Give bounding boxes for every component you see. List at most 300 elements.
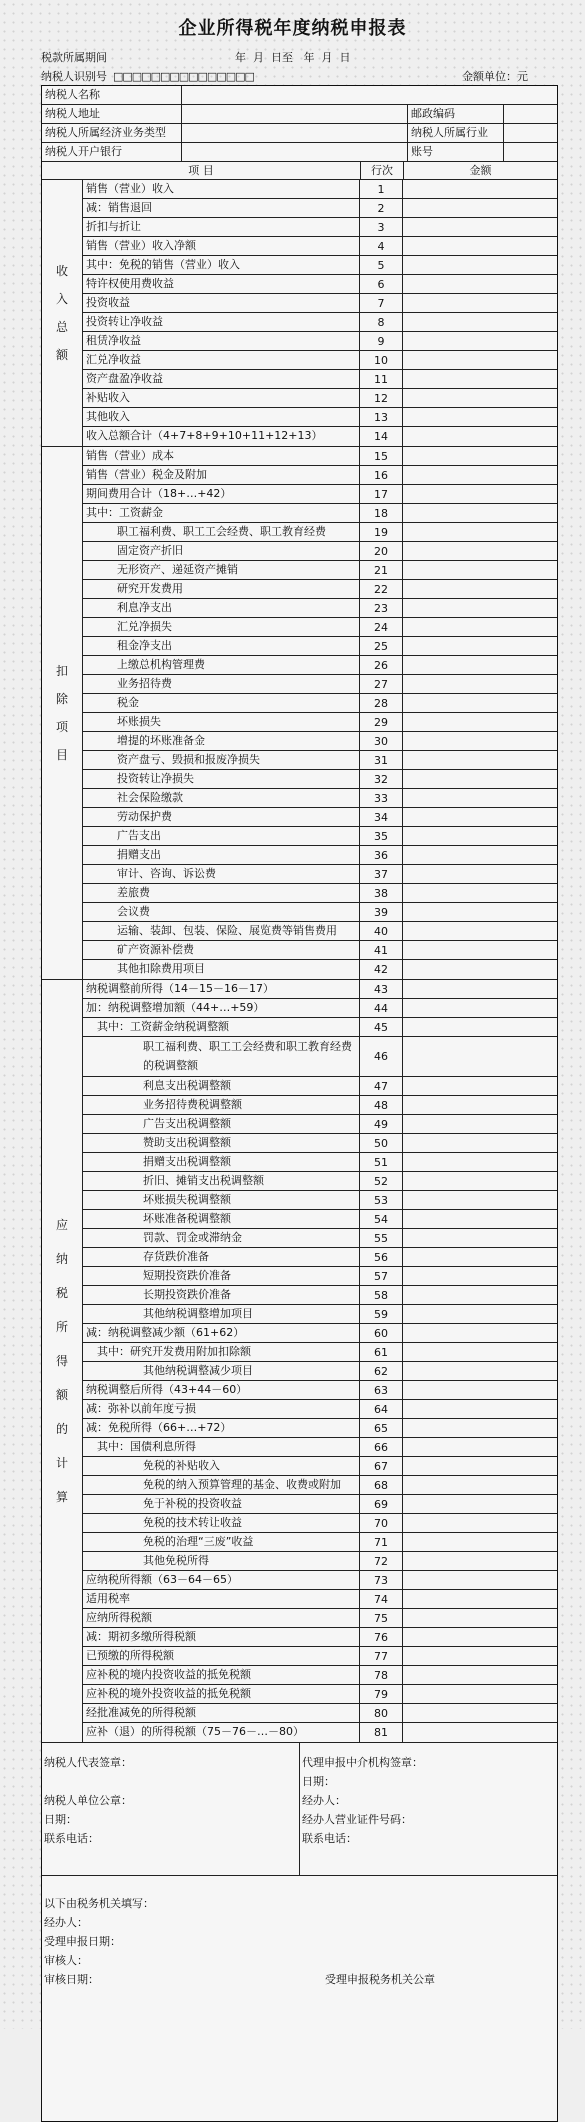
line-number: 54	[360, 1210, 403, 1228]
amount-field[interactable]	[403, 389, 557, 407]
line-number: 37	[360, 865, 403, 883]
section-label-char: 额	[55, 348, 68, 362]
amount-field[interactable]	[403, 1362, 557, 1380]
line-item-row	[83, 275, 557, 294]
line-number: 71	[360, 1533, 403, 1551]
line-number: 18	[360, 504, 403, 522]
amount-field[interactable]	[403, 1134, 557, 1152]
line-number: 31	[360, 751, 403, 769]
amount-field[interactable]	[403, 675, 557, 693]
signature-line: 联系电话：	[302, 1832, 357, 1845]
section-label-char: 项	[55, 720, 68, 734]
line-item-label: 坏账准备税调整额	[83, 1210, 360, 1228]
amount-field[interactable]	[403, 922, 557, 940]
amount-field[interactable]	[403, 580, 557, 598]
line-number: 25	[360, 637, 403, 655]
line-number: 42	[360, 960, 403, 979]
amount-field[interactable]	[403, 237, 557, 255]
section-label-char: 收	[55, 264, 68, 278]
line-item-row	[83, 884, 557, 903]
bank-field[interactable]	[182, 143, 408, 161]
amount-field[interactable]	[403, 1343, 557, 1361]
line-item-row	[83, 637, 557, 656]
amount-field[interactable]	[403, 542, 557, 560]
line-item-label: 研究开发费用	[83, 580, 360, 598]
amount-field[interactable]	[403, 941, 557, 959]
amount-field[interactable]	[403, 846, 557, 864]
amount-field[interactable]	[403, 351, 557, 369]
line-number: 51	[360, 1153, 403, 1171]
line-item-row	[83, 447, 557, 466]
taxpayer-address-label: 纳税人地址	[42, 105, 182, 123]
amount-field[interactable]	[403, 999, 557, 1017]
line-item-row	[83, 1495, 557, 1514]
line-item-label: 租金净支出	[83, 637, 360, 655]
amount-field[interactable]	[403, 1647, 557, 1665]
line-item-label: 无形资产、递延资产摊销	[83, 561, 360, 579]
amount-field[interactable]	[403, 1077, 557, 1095]
amount-field[interactable]	[403, 713, 557, 731]
line-item-label: 其他纳税调整增加项目	[83, 1305, 360, 1323]
line-item-label: 应补（退）的所得税额（75－76－…－80）	[83, 1723, 360, 1742]
line-item-row	[83, 960, 557, 979]
line-item-row	[83, 770, 557, 789]
line-item-row	[83, 732, 557, 751]
line-number: 56	[360, 1248, 403, 1266]
line-item-row	[83, 865, 557, 884]
amount-field[interactable]	[403, 408, 557, 426]
amount-field[interactable]	[403, 637, 557, 655]
amount-field[interactable]	[403, 1704, 557, 1722]
line-number: 17	[360, 485, 403, 503]
line-item-row	[83, 656, 557, 675]
amount-field[interactable]	[403, 1552, 557, 1570]
taxpayer-id-label: 纳税人识别号	[41, 70, 107, 83]
amount-field[interactable]	[403, 1666, 557, 1684]
amount-field[interactable]	[403, 1037, 557, 1076]
column-header	[42, 162, 557, 180]
line-item-label: 坏账损失	[83, 713, 360, 731]
line-number: 61	[360, 1343, 403, 1361]
line-item-label: 坏账损失税调整额	[83, 1191, 360, 1209]
line-number: 81	[360, 1723, 403, 1742]
amount-field[interactable]	[403, 1419, 557, 1437]
form-section	[42, 180, 557, 447]
line-item-label: 其他收入	[83, 408, 360, 426]
line-number: 19	[360, 523, 403, 541]
line-item-label: 纳税调整前所得（14－15－16－17）	[83, 980, 360, 998]
line-item-label: 应纳税所得额（63－64－65）	[83, 1571, 360, 1589]
amount-field[interactable]	[403, 1286, 557, 1304]
period-label: 税款所属期间	[41, 51, 107, 64]
line-item-label: 运输、装卸、包装、保险、展览费等销售费用	[83, 922, 360, 940]
amount-field[interactable]	[403, 1153, 557, 1171]
line-item-row	[83, 1723, 557, 1742]
line-number: 55	[360, 1229, 403, 1247]
line-number: 66	[360, 1438, 403, 1456]
line-item-row	[83, 980, 557, 999]
section-label-char: 所	[55, 1320, 68, 1334]
line-item-label: 免税的治理“三废”收益	[83, 1533, 360, 1551]
line-item-label: 减：纳税调整减少额（61+62）	[83, 1324, 360, 1342]
line-number: 73	[360, 1571, 403, 1589]
line-item-row	[83, 1153, 557, 1172]
line-number: 69	[360, 1495, 403, 1513]
amount-field[interactable]	[403, 218, 557, 236]
line-item-row	[83, 523, 557, 542]
line-item-label: 社会保险缴款	[83, 789, 360, 807]
amount-field[interactable]	[403, 1495, 557, 1513]
form-section	[42, 980, 557, 1743]
line-number: 26	[360, 656, 403, 674]
column-amount: 金额	[469, 164, 492, 177]
amount-field[interactable]	[403, 1438, 557, 1456]
section-label-char: 额	[55, 1388, 68, 1402]
line-number: 79	[360, 1685, 403, 1703]
amount-field[interactable]	[403, 1381, 557, 1399]
taxpayer-name-field[interactable]	[182, 86, 557, 104]
line-number: 78	[360, 1666, 403, 1684]
bank-label: 纳税人开户银行	[42, 143, 182, 161]
line-item-row	[83, 789, 557, 808]
line-item-label: 加：纳税调整增加额（44+…+59）	[83, 999, 360, 1017]
sections	[42, 180, 557, 1743]
amount-field[interactable]	[403, 427, 557, 446]
line-item-row	[83, 675, 557, 694]
line-item-row	[83, 542, 557, 561]
line-item-row	[83, 1476, 557, 1495]
amount-field[interactable]	[403, 1457, 557, 1475]
amount-field[interactable]	[403, 1685, 557, 1703]
section-label	[42, 447, 83, 979]
line-number: 30	[360, 732, 403, 750]
amount-field[interactable]	[403, 1096, 557, 1114]
line-number: 75	[360, 1609, 403, 1627]
signature-line	[44, 1772, 297, 1791]
line-item-row	[83, 903, 557, 922]
line-item-row	[83, 1628, 557, 1647]
section-label-char: 的	[55, 1422, 68, 1436]
industry-type-field[interactable]	[182, 124, 408, 142]
line-item-label: 劳动保护费	[83, 808, 360, 826]
line-item-label: 应纳所得税额	[83, 1609, 360, 1627]
amount-field[interactable]	[403, 294, 557, 312]
line-item-label: 资产盘盈净收益	[83, 370, 360, 388]
line-item-row	[83, 580, 557, 599]
line-item-row	[83, 294, 557, 313]
amount-field[interactable]	[403, 523, 557, 541]
line-item-label: 利息支出税调整额	[83, 1077, 360, 1095]
taxpayer-name-label: 纳税人名称	[42, 86, 182, 104]
account-field[interactable]	[504, 143, 557, 161]
amount-field[interactable]	[403, 770, 557, 788]
signature-line: 经办人营业证件号码：	[302, 1813, 412, 1826]
line-number: 72	[360, 1552, 403, 1570]
signature-taxpayer	[42, 1743, 300, 1875]
line-item-label: 减：期初多缴所得税额	[83, 1628, 360, 1646]
line-item-label: 免税的纳入预算管理的基金、收费或附加	[83, 1476, 360, 1494]
signature-line: 纳税人单位公章：	[44, 1794, 132, 1807]
amount-field[interactable]	[403, 1267, 557, 1285]
signature-agent	[300, 1743, 557, 1875]
line-number: 1	[360, 180, 403, 198]
line-item-label: 资产盘亏、毁损和报废净损失	[83, 751, 360, 769]
line-number: 8	[360, 313, 403, 331]
line-number: 27	[360, 675, 403, 693]
line-item-row	[83, 1666, 557, 1685]
postcode-label: 邮政编码	[408, 105, 504, 123]
amount-field[interactable]	[403, 1172, 557, 1190]
line-number: 34	[360, 808, 403, 826]
section-label-char: 扣	[55, 664, 68, 678]
line-number: 23	[360, 599, 403, 617]
line-items-table	[41, 162, 558, 2122]
amount-field[interactable]	[403, 485, 557, 503]
amount-field[interactable]	[403, 827, 557, 845]
line-number: 35	[360, 827, 403, 845]
signature-line: 代理申报中介机构签章：	[302, 1756, 423, 1769]
line-item-label: 免税的补贴收入	[83, 1457, 360, 1475]
line-item-row	[83, 1609, 557, 1628]
signature-line: 日期：	[302, 1775, 335, 1788]
line-number: 7	[360, 294, 403, 312]
signature-line: 纳税人代表签章：	[44, 1756, 132, 1769]
signature-line: 联系电话：	[44, 1832, 99, 1845]
line-item-label: 租赁净收益	[83, 332, 360, 350]
amount-field[interactable]	[403, 599, 557, 617]
account-label: 账号	[408, 143, 504, 161]
amount-field[interactable]	[403, 1514, 557, 1532]
line-number: 80	[360, 1704, 403, 1722]
line-item-row	[83, 922, 557, 941]
line-item-label: 差旅费	[83, 884, 360, 902]
amount-field[interactable]	[403, 903, 557, 921]
amount-field[interactable]	[403, 180, 557, 198]
line-number: 14	[360, 427, 403, 446]
line-item-label: 广告支出	[83, 827, 360, 845]
section-label	[42, 980, 83, 1742]
line-item-label: 审计、咨询、诉讼费	[83, 865, 360, 883]
line-item-row	[83, 218, 557, 237]
line-item-label: 销售（营业）成本	[83, 447, 360, 465]
line-item-row	[83, 1305, 557, 1324]
amount-field[interactable]	[403, 256, 557, 274]
line-number: 52	[360, 1172, 403, 1190]
amount-field[interactable]	[403, 561, 557, 579]
amount-field[interactable]	[403, 1533, 557, 1551]
line-number: 24	[360, 618, 403, 636]
line-number: 70	[360, 1514, 403, 1532]
line-number: 60	[360, 1324, 403, 1342]
line-item-label: 罚款、罚金或滞纳金	[83, 1229, 360, 1247]
line-number: 44	[360, 999, 403, 1017]
line-item-label: 上缴总机构管理费	[83, 656, 360, 674]
line-number: 47	[360, 1077, 403, 1095]
line-item-label: 纳税调整后所得（43+44－60）	[83, 1381, 360, 1399]
line-number: 64	[360, 1400, 403, 1418]
section-label-char: 计	[55, 1456, 68, 1470]
line-item-row	[83, 1267, 557, 1286]
amount-field[interactable]	[403, 980, 557, 998]
line-item-row	[83, 332, 557, 351]
line-item-label: 期间费用合计（18+…+42）	[83, 485, 360, 503]
amount-field[interactable]	[403, 1723, 557, 1742]
line-item-label: 增提的坏账准备金	[83, 732, 360, 750]
amount-field[interactable]	[403, 466, 557, 484]
tax-office-line: 受理申报日期：	[44, 1935, 121, 1948]
amount-field[interactable]	[403, 1400, 557, 1418]
line-item-label: 其中：国债利息所得	[83, 1438, 360, 1456]
amount-field[interactable]	[403, 504, 557, 522]
line-item-label: 职工福利费、职工工会经费和职工教育经费的税调整额	[83, 1037, 360, 1076]
line-item-label: 补贴收入	[83, 389, 360, 407]
line-item-label: 投资转让净损失	[83, 770, 360, 788]
line-item-label: 减：弥补以前年度亏损	[83, 1400, 360, 1418]
line-item-row	[83, 941, 557, 960]
line-item-label: 投资转让净收益	[83, 313, 360, 331]
line-item-row	[83, 1096, 557, 1115]
line-item-row	[83, 180, 557, 199]
amount-field[interactable]	[403, 789, 557, 807]
amount-field[interactable]	[403, 1210, 557, 1228]
amount-field[interactable]	[403, 1229, 557, 1247]
line-item-row	[83, 999, 557, 1018]
signature-line: 经办人：	[302, 1794, 346, 1807]
line-number: 63	[360, 1381, 403, 1399]
amount-field[interactable]	[403, 865, 557, 883]
info-row-bank	[42, 143, 557, 162]
amount-field[interactable]	[403, 1590, 557, 1608]
line-item-row	[83, 408, 557, 427]
line-item-row	[83, 1685, 557, 1704]
amount-field[interactable]	[403, 884, 557, 902]
line-item-label: 业务招待费税调整额	[83, 1096, 360, 1114]
line-item-label: 职工福利费、职工工会经费、职工教育经费	[83, 523, 360, 541]
line-number: 68	[360, 1476, 403, 1494]
amount-field[interactable]	[403, 370, 557, 388]
amount-field[interactable]	[403, 275, 557, 293]
amount-field[interactable]	[403, 808, 557, 826]
line-item-row	[83, 1362, 557, 1381]
amount-field[interactable]	[403, 1324, 557, 1342]
amount-field[interactable]	[403, 1305, 557, 1323]
line-item-label: 广告支出税调整额	[83, 1115, 360, 1133]
line-item-label: 销售（营业）收入	[83, 180, 360, 198]
line-item-label: 其中：工资薪金纳税调整额	[83, 1018, 360, 1036]
line-item-label: 投资收益	[83, 294, 360, 312]
taxpayer-id-boxes[interactable]: □□□□□□□□□□□□□□□	[113, 70, 254, 83]
amount-field[interactable]	[403, 199, 557, 217]
line-item-label: 其中：研究开发费用附加扣除额	[83, 1343, 360, 1361]
amount-field[interactable]	[403, 1018, 557, 1036]
amount-field[interactable]	[403, 447, 557, 465]
line-item-label: 特许权使用费收益	[83, 275, 360, 293]
line-number: 48	[360, 1096, 403, 1114]
period-value: 年 月 日至 年 月 日	[235, 51, 351, 64]
line-item-row	[83, 1343, 557, 1362]
industry-field[interactable]	[504, 124, 557, 142]
section-label-char: 纳	[55, 1252, 68, 1266]
line-number: 20	[360, 542, 403, 560]
postcode-field[interactable]	[504, 105, 557, 123]
amount-field[interactable]	[403, 732, 557, 750]
line-number: 40	[360, 922, 403, 940]
form-title: 企业所得税年度纳税申报表	[178, 18, 407, 39]
section-label-char: 总	[55, 320, 68, 334]
amount-field[interactable]	[403, 656, 557, 674]
line-item-label: 固定资产折旧	[83, 542, 360, 560]
line-item-row	[83, 351, 557, 370]
line-item-row	[83, 1248, 557, 1267]
line-item-label: 捐赠支出	[83, 846, 360, 864]
column-line: 行次	[361, 162, 404, 179]
line-number: 15	[360, 447, 403, 465]
amount-field[interactable]	[403, 694, 557, 712]
amount-field[interactable]	[403, 313, 557, 331]
amount-field[interactable]	[403, 332, 557, 350]
info-row-name	[42, 86, 557, 105]
amount-field[interactable]	[403, 1609, 557, 1627]
line-item-row	[83, 561, 557, 580]
line-item-label: 利息净支出	[83, 599, 360, 617]
line-item-row	[83, 1210, 557, 1229]
amount-field[interactable]	[403, 1191, 557, 1209]
line-item-label: 捐赠支出税调整额	[83, 1153, 360, 1171]
line-number: 22	[360, 580, 403, 598]
taxpayer-address-field[interactable]	[182, 105, 408, 123]
signature-block	[42, 1743, 557, 1876]
line-item-label: 赞助支出税调整额	[83, 1134, 360, 1152]
amount-field[interactable]	[403, 751, 557, 769]
line-item-row	[83, 199, 557, 218]
line-number: 45	[360, 1018, 403, 1036]
amount-field[interactable]	[403, 1628, 557, 1646]
line-item-row	[83, 1571, 557, 1590]
amount-field[interactable]	[403, 1115, 557, 1133]
line-item-row	[83, 808, 557, 827]
line-number: 36	[360, 846, 403, 864]
amount-field[interactable]	[403, 1476, 557, 1494]
amount-field[interactable]	[403, 1571, 557, 1589]
line-item-label: 存货跌价准备	[83, 1248, 360, 1266]
line-item-row	[83, 1191, 557, 1210]
line-item-row	[83, 427, 557, 446]
form-section	[42, 447, 557, 980]
line-number: 49	[360, 1115, 403, 1133]
line-item-row	[83, 504, 557, 523]
tax-office-line: 审核人：	[44, 1954, 88, 1967]
section-label-char: 算	[55, 1490, 68, 1504]
line-number: 77	[360, 1647, 403, 1665]
line-item-row	[83, 1018, 557, 1037]
line-item-label: 应补税的境内投资收益的抵免税额	[83, 1666, 360, 1684]
line-item-row	[83, 466, 557, 485]
amount-field[interactable]	[403, 1248, 557, 1266]
amount-field[interactable]	[403, 618, 557, 636]
line-item-row	[83, 1037, 557, 1077]
line-number: 58	[360, 1286, 403, 1304]
line-item-row	[83, 694, 557, 713]
tax-office-block	[42, 1876, 557, 2121]
amount-field[interactable]	[403, 960, 557, 979]
line-number: 13	[360, 408, 403, 426]
line-item-row	[83, 237, 557, 256]
line-item-row	[83, 1552, 557, 1571]
line-number: 41	[360, 941, 403, 959]
line-number: 21	[360, 561, 403, 579]
line-item-row	[83, 1704, 557, 1723]
line-number: 9	[360, 332, 403, 350]
